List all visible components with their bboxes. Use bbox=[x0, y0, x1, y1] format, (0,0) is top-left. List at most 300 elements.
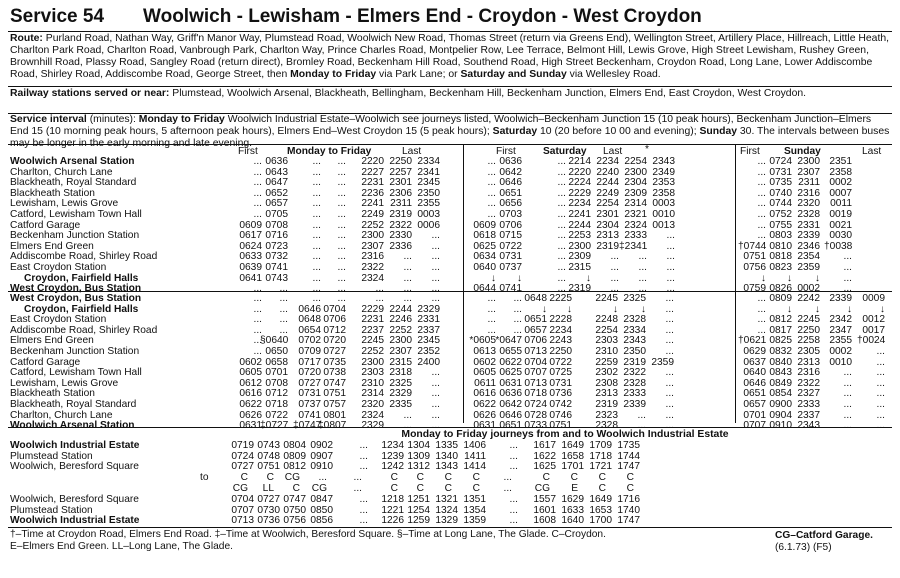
time-cell: ... bbox=[843, 420, 852, 432]
time-cell: ... bbox=[279, 283, 288, 295]
time-cell: 0706 bbox=[524, 335, 547, 347]
time-cell: 2214 bbox=[568, 156, 591, 167]
time-cell: 0733 bbox=[524, 420, 547, 432]
time-cell: 2330 bbox=[389, 230, 412, 242]
time-cell: 0646 bbox=[499, 409, 522, 421]
time-cell: ... bbox=[253, 283, 262, 295]
time-cell: 0625 bbox=[473, 240, 496, 252]
time-cell: 1701 bbox=[561, 461, 584, 473]
time-cell: 1226 bbox=[381, 515, 404, 527]
time-cell: ↓ bbox=[879, 303, 885, 315]
time-cell: 1251 bbox=[407, 494, 430, 505]
time-cell: 2314 bbox=[361, 388, 384, 400]
time-cell: 2333 bbox=[624, 230, 647, 242]
time-cell: 0003 bbox=[652, 198, 675, 210]
time-cell: ... bbox=[487, 303, 496, 315]
time-cell: 0849 bbox=[769, 377, 792, 389]
time-cell: ... bbox=[666, 230, 675, 242]
time-cell: 0651 bbox=[524, 314, 547, 326]
time-cell: ... bbox=[509, 440, 518, 451]
time-cell: ... bbox=[665, 399, 674, 410]
time-cell: ... bbox=[487, 198, 496, 210]
time-cell: ... bbox=[312, 230, 321, 242]
time-cell: 2351 bbox=[829, 156, 852, 167]
time-cell: 2350 bbox=[623, 346, 646, 357]
time-cell: 1239 bbox=[381, 450, 404, 462]
route-code: C bbox=[626, 472, 634, 483]
time-cell: ... bbox=[557, 219, 566, 231]
time-cell: 1747 bbox=[617, 515, 640, 527]
time-cell: 2254 bbox=[595, 324, 618, 336]
route-code: C bbox=[416, 472, 424, 483]
time-cell: 2258 bbox=[797, 335, 820, 347]
time-cell: 2252 bbox=[361, 219, 384, 231]
route-code: C bbox=[444, 483, 452, 494]
time-cell: 2316 bbox=[797, 187, 820, 199]
time-cell: 2318 bbox=[389, 367, 412, 379]
time-cell: 0748 bbox=[257, 450, 280, 462]
time-cell: 0810 bbox=[769, 240, 792, 252]
time-cell: 2339 bbox=[623, 399, 646, 410]
time-cell: 2337 bbox=[417, 324, 440, 336]
time-cell: ... bbox=[253, 314, 262, 326]
time-cell: 0705 bbox=[265, 209, 288, 220]
time-cell: 1234 bbox=[381, 440, 404, 451]
time-cell: ... bbox=[253, 166, 262, 178]
route-code: ... bbox=[353, 483, 362, 494]
time-cell: 2234 bbox=[568, 198, 591, 210]
time-cell: 0731 bbox=[298, 388, 321, 400]
stop-name: East Croydon Station bbox=[10, 262, 107, 273]
time-cell: ... bbox=[253, 156, 262, 167]
head-sun-first: First bbox=[740, 146, 760, 157]
route-code: C bbox=[598, 483, 606, 494]
time-cell: 2346 bbox=[797, 240, 820, 252]
time-cell: 0738 bbox=[323, 367, 346, 379]
time-cell: ↓ bbox=[541, 303, 547, 315]
stop-name: Woolwich Arsenal Station bbox=[10, 156, 135, 167]
time-cell: 1608 bbox=[533, 515, 556, 527]
time-cell: ... bbox=[253, 335, 262, 347]
time-cell: 2347 bbox=[829, 324, 852, 336]
head-sat-first: First bbox=[496, 146, 516, 157]
route-ss: Saturday and Sunday bbox=[460, 69, 567, 80]
time-cell: 2252 bbox=[389, 324, 412, 336]
time-cell: 0732 bbox=[265, 251, 288, 263]
time-cell: 0703 bbox=[499, 209, 522, 220]
time-cell: ... bbox=[337, 187, 346, 199]
time-cell: 1649 bbox=[561, 440, 584, 451]
time-cell: 2350 bbox=[417, 187, 440, 199]
time-cell: ... bbox=[509, 494, 518, 505]
time-cell: ... bbox=[557, 166, 566, 178]
stop-name: Woolwich Arsenal Station bbox=[10, 420, 135, 432]
time-cell: ... bbox=[610, 283, 619, 295]
time-cell: 2241 bbox=[361, 198, 384, 210]
time-cell: 0613 bbox=[473, 346, 496, 357]
stop-name: Catford, Lewisham Town Hall bbox=[10, 209, 142, 220]
time-cell: ... bbox=[312, 283, 321, 295]
time-cell: 2339 bbox=[797, 230, 820, 242]
time-cell: 2311 bbox=[390, 198, 412, 210]
time-cell: 2237 bbox=[361, 324, 384, 336]
route-code: ... bbox=[503, 483, 512, 494]
time-cell: 0707 bbox=[524, 367, 547, 379]
time-cell: ↓ bbox=[640, 303, 646, 315]
time-cell: ... bbox=[665, 388, 674, 400]
time-cell: 2250 bbox=[797, 324, 820, 336]
time-cell: 2304 bbox=[596, 219, 619, 231]
time-cell: 2307 bbox=[361, 240, 384, 252]
time-cell: 2229 bbox=[568, 187, 591, 199]
time-cell: ... bbox=[253, 303, 262, 315]
time-cell: ... bbox=[665, 377, 674, 389]
route-code: C bbox=[444, 472, 452, 483]
time-cell: ... bbox=[337, 230, 346, 242]
route-code: LL bbox=[262, 483, 274, 494]
time-cell: ... bbox=[665, 314, 674, 326]
time-cell: 2325 bbox=[389, 377, 412, 389]
time-cell: ... bbox=[359, 515, 368, 527]
time-cell: 1351 bbox=[463, 494, 486, 505]
time-cell: 0634 bbox=[473, 251, 496, 263]
time-cell: 2313 bbox=[797, 356, 820, 368]
time-cell: ... bbox=[279, 314, 288, 326]
time-cell: 2307 bbox=[797, 166, 820, 178]
time-cell: ... bbox=[876, 346, 885, 357]
time-cell: 1218 bbox=[381, 494, 404, 505]
time-cell: 1406 bbox=[463, 440, 486, 451]
time-cell: 2324 bbox=[361, 272, 384, 284]
time-cell: 0722 bbox=[499, 240, 522, 252]
route-code: E bbox=[571, 483, 578, 494]
time-cell: 1625 bbox=[533, 461, 556, 473]
time-cell: 0644 bbox=[473, 283, 496, 295]
time-cell: 0832 bbox=[769, 346, 792, 357]
time-cell: ... bbox=[431, 230, 440, 242]
stop-name: Woolwich, Beresford Square bbox=[10, 494, 139, 505]
time-cell: ... bbox=[757, 230, 766, 242]
time-cell: 0735 bbox=[769, 177, 792, 189]
time-cell: ... bbox=[403, 251, 412, 263]
time-cell: 0715 bbox=[499, 230, 522, 242]
time-cell: ... bbox=[610, 262, 619, 273]
time-cell: 0718 bbox=[265, 399, 288, 410]
time-cell: †0024 bbox=[857, 335, 886, 347]
time-cell: ... bbox=[876, 409, 885, 421]
time-cell: 0707 bbox=[231, 504, 254, 516]
time-cell: ... bbox=[337, 198, 346, 210]
interval-t3: 10 (20 before 10 00 and evening); bbox=[537, 126, 700, 137]
time-cell: 2310 bbox=[361, 377, 384, 389]
time-cell: 1335 bbox=[435, 440, 458, 451]
time-cell: ... bbox=[610, 272, 619, 284]
time-cell: ... bbox=[757, 198, 766, 210]
time-cell: 0708 bbox=[265, 377, 288, 389]
time-cell: 0647 bbox=[265, 177, 288, 189]
time-cell: ↓ bbox=[516, 272, 522, 284]
time-cell: 2300 bbox=[361, 230, 384, 242]
time-cell: 0818 bbox=[769, 251, 792, 263]
time-cell: 1640 bbox=[561, 515, 584, 527]
time-cell: ... bbox=[431, 272, 440, 284]
time-cell: ... bbox=[312, 240, 321, 252]
time-cell: 2316 bbox=[361, 251, 384, 263]
stop-name: Elmers End Green bbox=[10, 335, 94, 347]
time-cell: 1324 bbox=[435, 504, 458, 516]
time-cell: 2334 bbox=[623, 324, 646, 336]
time-cell: 0904 bbox=[769, 409, 792, 421]
time-cell: 2319 bbox=[596, 240, 619, 252]
time-cell: 1601 bbox=[533, 504, 556, 516]
time-cell: 1721 bbox=[589, 461, 612, 473]
time-cell: 0735 bbox=[323, 356, 346, 368]
route-mid: via Park Lane; or bbox=[376, 69, 461, 80]
time-cell: 2316 bbox=[797, 367, 820, 379]
time-cell: 2300 bbox=[624, 166, 647, 178]
railway-label: Railway stations served or near: bbox=[10, 88, 170, 99]
footnote-line1: †–Time at Croydon Road, Elmers End Road. ‡–Time at Woolwich, Beresford Square. §–Time at Long Lane, The Glade. C–Croydon. bbox=[10, 529, 606, 540]
time-cell: 1744 bbox=[617, 450, 640, 462]
time-cell: ... bbox=[487, 209, 496, 220]
time-cell: ... bbox=[665, 367, 674, 379]
time-cell: ... bbox=[557, 187, 566, 199]
time-cell: §0640 bbox=[260, 335, 289, 347]
time-cell: 2259 bbox=[595, 356, 618, 368]
time-cell: 0751 bbox=[549, 420, 572, 432]
time-cell: 2245 bbox=[797, 314, 820, 326]
time-cell: 0907 bbox=[310, 450, 333, 462]
time-cell: 0657 bbox=[743, 399, 766, 410]
time-cell: 2345 bbox=[417, 177, 440, 189]
time-cell: 0010 bbox=[652, 209, 675, 220]
time-cell: 0655 bbox=[499, 346, 522, 357]
time-cell: 0002 bbox=[797, 283, 820, 295]
time-cell: ... bbox=[253, 177, 262, 189]
route-code: C bbox=[598, 472, 606, 483]
time-cell: 1700 bbox=[589, 515, 612, 527]
time-cell: 2334 bbox=[417, 156, 440, 167]
time-cell: 2324 bbox=[624, 219, 647, 231]
time-cell: 0741 bbox=[265, 262, 288, 273]
time-cell: ... bbox=[487, 293, 496, 304]
stop-name: Catford Garage bbox=[10, 356, 81, 368]
time-cell: ... bbox=[509, 504, 518, 516]
time-cell: 0751 bbox=[323, 388, 346, 400]
time-cell: 0646 bbox=[743, 377, 766, 389]
time-cell: 2341 bbox=[417, 166, 440, 178]
time-cell: ↓ bbox=[786, 272, 792, 284]
time-cell: ... bbox=[557, 262, 566, 273]
time-cell: ... bbox=[876, 356, 885, 368]
interval-sat: Saturday bbox=[492, 126, 538, 137]
time-cell: ... bbox=[312, 156, 321, 167]
time-cell: 2246 bbox=[389, 314, 412, 326]
time-cell: ... bbox=[253, 346, 262, 357]
time-cell: ... bbox=[638, 262, 647, 273]
time-cell: 0609 bbox=[473, 219, 496, 231]
time-cell: 0757 bbox=[323, 399, 346, 410]
route-code: CG bbox=[232, 483, 248, 494]
time-cell: ↓ bbox=[490, 272, 496, 284]
time-cell: 0640 bbox=[473, 262, 496, 273]
time-cell: 0631 bbox=[239, 420, 262, 432]
time-cell: 2227 bbox=[361, 166, 384, 178]
time-cell: 1716 bbox=[617, 494, 640, 505]
time-cell: *0647 bbox=[495, 335, 522, 347]
time-cell: ... bbox=[337, 219, 346, 231]
time-cell: 2309 bbox=[624, 187, 647, 199]
footnote-cg: CG–Catford Garage. bbox=[775, 530, 873, 541]
time-cell: ... bbox=[431, 388, 440, 400]
footnote-line2: E–Elmers End Green. LL–Long Lane, The Glade. bbox=[10, 541, 233, 552]
time-cell: 2322 bbox=[389, 219, 412, 231]
time-cell: 2309 bbox=[568, 251, 591, 263]
time-cell: 2331 bbox=[797, 219, 820, 231]
time-cell: 0720 bbox=[323, 335, 346, 347]
time-cell: 0021 bbox=[829, 219, 852, 231]
route-code: C bbox=[292, 483, 300, 494]
time-cell: 0809 bbox=[769, 293, 792, 304]
time-cell: 1629 bbox=[561, 494, 584, 505]
time-cell: 1633 bbox=[561, 504, 584, 516]
time-cell: 1617 bbox=[533, 440, 556, 451]
time-cell: 0637 bbox=[743, 356, 766, 368]
time-cell: 0006 bbox=[417, 219, 440, 231]
time-cell: 2359 bbox=[797, 262, 820, 273]
route-label: Route: bbox=[10, 33, 43, 44]
time-cell: 1622 bbox=[533, 450, 556, 462]
time-cell: ... bbox=[359, 504, 368, 516]
time-cell: ... bbox=[666, 283, 675, 295]
time-cell: ... bbox=[757, 166, 766, 178]
time-cell: ... bbox=[843, 283, 852, 295]
time-cell: ... bbox=[312, 177, 321, 189]
time-cell: 1735 bbox=[617, 440, 640, 451]
time-cell: 0723 bbox=[265, 240, 288, 252]
stop-name: Blackheath, Royal Standard bbox=[10, 399, 137, 410]
time-cell: 0724 bbox=[769, 156, 792, 167]
time-cell: ... bbox=[557, 230, 566, 242]
stop-name: Lewisham, Lewis Grove bbox=[10, 198, 119, 210]
time-cell: 2300 bbox=[361, 356, 384, 368]
time-cell: 2244 bbox=[568, 219, 591, 231]
route-code: C bbox=[570, 472, 578, 483]
time-cell: ... bbox=[312, 166, 321, 178]
time-cell: 1557 bbox=[533, 494, 556, 505]
time-cell: 0747 bbox=[283, 494, 306, 505]
time-cell: ... bbox=[666, 272, 675, 284]
time-cell: 2313 bbox=[595, 388, 618, 400]
time-cell: 2329 bbox=[389, 388, 412, 400]
time-cell: 2315 bbox=[389, 356, 412, 368]
time-cell: 0019 bbox=[829, 209, 852, 220]
time-cell: ... bbox=[843, 399, 852, 410]
time-cell: ‡0747 bbox=[293, 420, 322, 432]
time-cell: 0741 bbox=[499, 283, 522, 295]
time-cell: 0626 bbox=[239, 409, 262, 421]
time-cell: 0727 bbox=[257, 494, 280, 505]
time-cell: ... bbox=[487, 187, 496, 199]
time-cell: ... bbox=[876, 399, 885, 410]
time-cell: 2354 bbox=[797, 251, 820, 263]
divider-mf-sat bbox=[463, 145, 464, 423]
time-cell: 0701 bbox=[265, 367, 288, 379]
time-cell: ... bbox=[509, 461, 518, 473]
head-sat-star: * bbox=[645, 144, 649, 155]
time-cell: 0712 bbox=[265, 388, 288, 400]
time-cell: 1340 bbox=[435, 450, 458, 462]
time-cell: ... bbox=[843, 409, 852, 421]
time-cell: 0657 bbox=[524, 324, 547, 336]
time-cell: ↓ bbox=[566, 303, 572, 315]
time-cell: 0744 bbox=[769, 198, 792, 210]
time-cell: 0742 bbox=[549, 399, 572, 410]
time-cell: ... bbox=[431, 293, 440, 304]
time-cell: 0743 bbox=[265, 272, 288, 284]
time-cell: 0713 bbox=[524, 346, 547, 357]
time-cell: ... bbox=[337, 272, 346, 284]
time-cell: ... bbox=[509, 450, 518, 462]
time-cell: 2339 bbox=[829, 293, 852, 304]
time-cell: 0823 bbox=[769, 262, 792, 273]
time-cell: 2234 bbox=[549, 324, 572, 336]
stop-name: Charlton, Church Lane bbox=[10, 166, 113, 178]
route-code: CG bbox=[311, 483, 327, 494]
time-cell: 0725 bbox=[549, 367, 572, 379]
time-cell: ... bbox=[757, 303, 766, 315]
time-cell: 2343 bbox=[797, 420, 820, 432]
time-cell: ... bbox=[312, 219, 321, 231]
time-cell: 0002 bbox=[829, 177, 852, 189]
time-cell: 2229 bbox=[361, 303, 384, 315]
time-cell: 2327 bbox=[797, 388, 820, 400]
time-cell: 0616 bbox=[473, 388, 496, 400]
time-cell: ... bbox=[665, 324, 674, 336]
time-cell: 0631 bbox=[499, 377, 522, 389]
time-cell: 0617 bbox=[239, 230, 262, 242]
time-cell: 0017 bbox=[862, 324, 885, 336]
time-cell: ... bbox=[757, 314, 766, 326]
time-cell: ... bbox=[757, 219, 766, 231]
time-cell: 0847 bbox=[310, 494, 333, 505]
time-cell: 2325 bbox=[623, 293, 646, 304]
time-cell: 0652 bbox=[265, 187, 288, 199]
time-cell: 0639 bbox=[239, 262, 262, 273]
stop-name: Croydon, Fairfield Halls bbox=[24, 272, 139, 284]
time-cell: ... bbox=[279, 293, 288, 304]
time-cell: 0803 bbox=[769, 230, 792, 242]
time-cell: ... bbox=[557, 240, 566, 252]
time-cell: 0825 bbox=[769, 335, 792, 347]
time-cell: 0817 bbox=[769, 324, 792, 336]
time-cell: 0602 bbox=[239, 356, 262, 368]
head-mf-first: First bbox=[238, 146, 258, 157]
to-label: to bbox=[200, 472, 209, 483]
time-cell: 2249 bbox=[361, 209, 384, 220]
time-cell: ... bbox=[557, 198, 566, 210]
stop-name: Blackheath Station bbox=[10, 187, 95, 199]
time-cell: 0727 bbox=[231, 461, 254, 473]
time-cell: ... bbox=[843, 377, 852, 389]
time-cell: ... bbox=[757, 187, 766, 199]
time-cell: 2240 bbox=[596, 166, 619, 178]
time-cell: 2355 bbox=[417, 198, 440, 210]
time-cell: 0648 bbox=[298, 314, 321, 326]
time-cell: 0657 bbox=[265, 198, 288, 210]
time-cell: ... bbox=[665, 335, 674, 347]
time-cell: 2244 bbox=[596, 177, 619, 189]
